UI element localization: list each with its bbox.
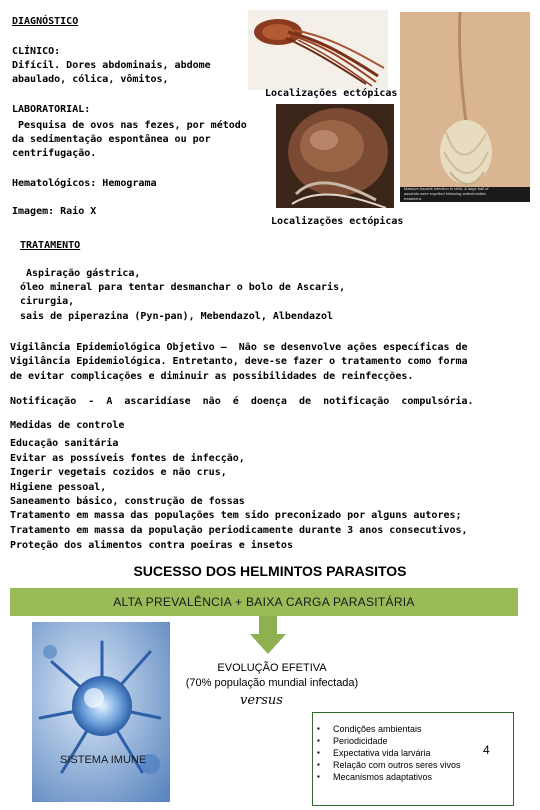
clinico-text-2: abaulado, cólica, vômitos, — [12, 74, 169, 85]
photo-caption-line-1: Massive Ascaris infection in child. A large ball of — [404, 186, 489, 191]
evolucao-label: EVOLUÇÃO EFETIVA — [217, 662, 327, 674]
clinico-text-1: Difícil. Dores abdominais, abdome — [12, 60, 211, 71]
evolucao-sublabel: (70% população mundial infectada) — [185, 677, 359, 689]
tratamento-title: TRATAMENTO — [20, 240, 81, 251]
medidas-item: Tratamento em massa das populações tem sido preconizado por alguns autores; — [10, 510, 462, 521]
factors-box — [312, 712, 514, 806]
page-number: 4 — [483, 743, 490, 757]
medidas-item: Ingerir vegetais cozidos e não crus, — [10, 467, 227, 478]
prevalencia-bar — [10, 588, 518, 616]
ectopic-location-photo — [276, 104, 394, 208]
medidas-item: Proteção dos alimentos contra poeiras e insetos — [10, 540, 293, 551]
factor-item: ▪ Periodicidade — [333, 735, 513, 747]
versus-label: versus — [240, 693, 283, 708]
ascaris-worms-photo — [248, 10, 388, 90]
factor-item: ▪ Relação com outros seres vivos — [333, 759, 513, 771]
sistema-imune-label: SISTEMA IMUNE — [60, 754, 147, 766]
photo-caption-ectopic-1: Localizações ectópicas — [265, 88, 398, 99]
imagem-text: Imagem: Raio X — [12, 206, 97, 217]
hematologicos-text: Hematológicos: Hemograma — [12, 178, 157, 189]
down-arrow-icon — [248, 616, 288, 656]
tratamento-line: óleo mineral para tentar desmanchar o bolo de Ascaris, — [20, 282, 346, 293]
laboratorial-text-2: da sedimentação espontânea ou por — [12, 134, 211, 145]
vigilancia-line: Vigilância Epidemiológica Objetivo – Não se desenvolve ações específicas de — [10, 342, 468, 353]
laboratorial-text-3: centrifugação. — [12, 148, 97, 159]
laboratorial-label: LABORATORIAL: — [12, 104, 91, 115]
factor-item: ▪ Condições ambientais — [333, 723, 513, 735]
medidas-item: Evitar as possíveis fontes de infecção, — [10, 453, 245, 464]
notificacao-text: Notificação - A ascaridíase não é doença de notificação compulsória. — [10, 396, 474, 407]
diagnostico-title: DIAGNÓSTICO — [12, 16, 79, 27]
medidas-item: Higiene pessoal, — [10, 482, 107, 493]
prevalencia-bar-label: ALTA PREVALÊNCIA + BAIXA CARGA PARASITÁRIA — [113, 595, 415, 609]
tratamento-line: Aspiração gástrica, — [20, 268, 141, 279]
photo-caption-ectopic-2: Localizações ectópicas — [271, 216, 404, 227]
tratamento-line: cirurgia, — [20, 296, 75, 307]
clinico-label: CLÍNICO: — [12, 46, 61, 57]
laboratorial-text-1: Pesquisa de ovos nas fezes, por método — [12, 120, 247, 131]
medidas-item: Tratamento em massa da população periodicamente durante 3 anos consecutivos, — [10, 525, 468, 536]
photo-caption-line-2: ascarids were expelled following anthelminthic — [404, 191, 487, 196]
vigilancia-line: de evitar complicações e diminuir as possibilidades de reinfecções. — [10, 371, 414, 382]
medidas-item: Saneamento básico, construção de fossas — [10, 496, 245, 507]
medidas-title: Medidas de controle — [10, 420, 125, 431]
factor-item: ▪ Mecanismos adaptativos — [333, 771, 513, 783]
tratamento-line: sais de piperazina (Pyn-pan), Mebendazol, Albendazol — [20, 311, 334, 322]
immune-cell-image — [32, 622, 170, 802]
sucesso-title: SUCESSO DOS HELMINTOS PARASITOS — [133, 563, 407, 579]
child-worms-photo — [400, 12, 530, 202]
factor-item: ▪ Expectativa vida larvária — [333, 747, 513, 759]
photo-caption-line-3: treatment. — [404, 196, 423, 201]
medidas-item: Educação sanitária — [10, 438, 119, 449]
vigilancia-line: Vigilância Epidemiológica. Entretanto, deve-se fazer o tratamento como forma — [10, 356, 468, 367]
